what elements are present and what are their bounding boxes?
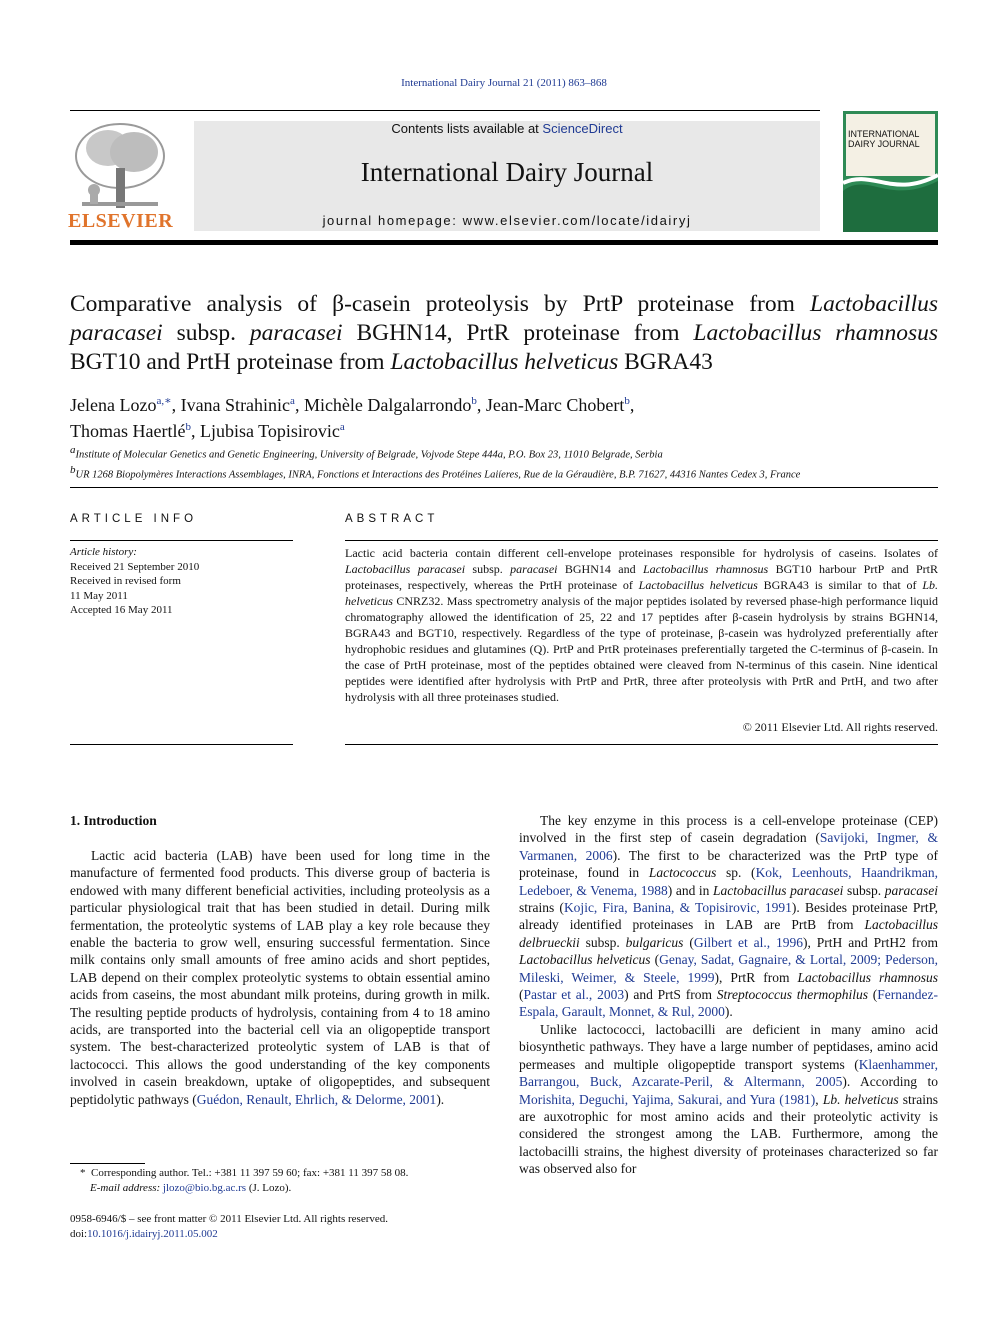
citation-link[interactable]: Pastar et al., 2003 <box>523 987 625 1003</box>
author-affiliation-mark[interactable]: b <box>624 395 630 407</box>
history-line: Received in revised form <box>70 575 181 587</box>
abstract-divider-bottom <box>345 744 938 745</box>
author-affiliation-mark[interactable]: a,∗ <box>156 395 172 407</box>
italic-term: Lb. helveticus <box>822 1091 899 1107</box>
history-line: Accepted 16 May 2011 <box>70 604 173 616</box>
title-species-name: Lactobacillus rhamnosus <box>693 320 938 346</box>
section-heading-introduction: 1. Introduction <box>70 813 157 828</box>
contents-prefix: Contents lists available at <box>391 121 543 136</box>
abstract-species-name: Lactobacillus rhamnosus <box>643 562 769 576</box>
journal-homepage[interactable]: journal homepage: www.elsevier.com/locate/idairyj <box>322 213 692 228</box>
journal-cover-image <box>843 111 938 232</box>
author-affiliation-mark[interactable]: a <box>339 421 345 433</box>
abstract-species-name: Lb. helveticus <box>345 578 939 608</box>
text-run: sp. ( <box>716 865 756 881</box>
citation-link[interactable]: Fernandez-Espala, Garault, Monnet, & Rul, 2000 <box>519 987 938 1020</box>
text-run: ( <box>650 952 660 968</box>
italic-term: bulgaricus <box>625 934 684 950</box>
article-history <box>70 545 293 618</box>
abstract-species-name: paracasei <box>510 562 558 576</box>
abstract-divider-top <box>345 540 938 541</box>
abstract-text <box>345 545 938 705</box>
text-run: ). <box>724 1004 733 1020</box>
email-suffix: (J. Lozo). <box>246 1182 292 1194</box>
email-label: E-mail address: <box>90 1182 161 1194</box>
author-affiliation-mark[interactable]: b <box>185 421 191 433</box>
corresponding-author-text: Corresponding author. Tel.: +381 11 397 59 60; fax: +381 11 397 58 08. <box>91 1167 409 1179</box>
abstract-species-name: Lactobacillus helveticus <box>638 578 758 592</box>
contents-line <box>194 121 820 136</box>
title-divider <box>70 487 938 488</box>
text-run: subsp. <box>579 934 626 950</box>
paragraph <box>519 812 938 1021</box>
header-thick-divider <box>70 240 938 245</box>
text-run: , <box>815 1091 823 1107</box>
abstract-heading: ABSTRACT <box>345 513 439 525</box>
citation-link[interactable]: Klaenhammer, Barrangou, Buck, Azcarate-Peril, & Altermann, 2005 <box>519 1056 938 1090</box>
title-species-name: Lactobacillus helveticus <box>390 349 619 375</box>
doi-label: doi: <box>70 1228 88 1240</box>
text-run: subsp. <box>843 882 885 898</box>
article-info-divider-bottom <box>70 744 293 745</box>
author-separator: , <box>294 395 304 415</box>
italic-term: Streptococcus thermophilus <box>716 987 868 1003</box>
author-separator: , <box>190 421 200 441</box>
text-run: ), PrtR from <box>714 969 798 985</box>
text-run: Unlike lactococci, lactobacilli are deficient in many amino acid biosynthetic pathways. They have a large number of peptidases, amino acid permeases and multiple oligopeptide transport systems ( <box>519 1021 938 1072</box>
citation-link[interactable]: Morishita, Deguchi, Yajima, Sakurai, and Yura (1981) <box>519 1091 816 1107</box>
sciencedirect-link[interactable]: ScienceDirect <box>542 121 623 136</box>
affiliation-mark: a <box>70 444 76 456</box>
author-list <box>70 390 938 442</box>
abstract-text-run: subsp. <box>465 562 511 576</box>
affiliation-text: Institute of Molecular Genetics and Genetic Engineering, University of Belgrade, Vojvode Stepe 444a, P.O. Box 23, 11010 Belgrade, Serbia <box>75 449 663 461</box>
text-run: ). <box>436 1091 445 1107</box>
body-column-left <box>70 847 490 1108</box>
text-run: ) and in <box>667 882 714 898</box>
title-text: Comparative analysis of β-casein proteolysis by PrtP proteinase from <box>70 291 811 317</box>
article-info-heading: ARTICLE INFO <box>70 513 198 525</box>
citation-link[interactable]: Savijoki, Ingmer, & Varmanen, 2006 <box>519 830 938 863</box>
italic-term: Lactobacillus delbrueckii <box>519 917 938 950</box>
italic-term: Lactobacillus helveticus <box>519 952 651 968</box>
text-run: ), PrtH and PrtH2 from <box>803 934 938 950</box>
title-text: BGHN14, PrtR proteinase from <box>342 320 694 346</box>
affiliation-item <box>70 443 950 463</box>
author-separator: , <box>171 395 181 415</box>
abstract-text-run: Lactic acid bacteria contain different cell-envelope proteinases responsible for hydrolysis of caseins. Isolates of <box>345 546 938 560</box>
text-run: Lactic acid bacteria (LAB) have been used for long time in the manufacture of fermented food products. This diverse group of bacteria is endowed with many different beneficial activities, including proteolysis as a particular physiological trait that has been studied in detail. During milk fermentation, the proteolytic systems of LAB play a key role because they enable the bacteria to grow well, ensuring successful fermentation. Since milk contains only small amounts of free amino acids and short peptides, LAB depend on their complex proteolytic systems to obtain essential amino acids from caseins, the most abundant milk proteins, during growth in milk. The resulting peptide products of hydrolysis, containing from 4 to 18 amino acids, are transported into the bacterial cell via an oligopeptide transport system. The best-characterized proteolytic system of LAB is that of lactococci. This allows the good understanding of the key components involved in casein breakdown, uptake of oligopeptides, and subsequent peptidolytic pathways ( <box>70 848 490 1107</box>
front-matter <box>70 1212 490 1242</box>
text-run: The key enzyme in this process is a cell-envelope proteinase (CEP) involved in the first step of casein degradation ( <box>519 813 938 846</box>
author-separator: , <box>476 395 486 415</box>
author-affiliation-mark[interactable]: a <box>290 395 295 407</box>
text-run: ). Besides proteinase PrtP, already identified proteinases in LAB are PrtB from <box>519 900 938 933</box>
affiliations <box>70 443 950 482</box>
citation-link[interactable]: Kojic, Fira, Banina, & Topisirovic, 1991 <box>563 900 792 916</box>
cover-title: INTERNATIONAL DAIRY JOURNAL <box>848 129 920 149</box>
history-line: Received 21 September 2010 <box>70 560 200 573</box>
italic-term: Lactococcus <box>648 865 717 881</box>
affiliation-mark: b <box>70 463 76 476</box>
author-name[interactable]: Jean-Marc Chobert <box>485 395 625 415</box>
abstract-text-run: BGT10 harbour PrtP and PrtR proteinases, respectively, whereas the PrtH proteinase of <box>345 562 939 592</box>
text-run: strains are auxotrophic for most amino acids and their proteolytic activity is considered the strongest among the LAB. Furthermore, among the lactobacilli strains, the highest diversity of proteinases characterized so far was observed also for <box>519 1091 939 1177</box>
title-text: subsp. <box>162 320 250 346</box>
author-name[interactable]: Thomas Haertlé <box>70 421 186 441</box>
text-run: ( <box>683 934 694 950</box>
footnote-star: * <box>80 1167 86 1179</box>
author-separator: , <box>629 395 635 415</box>
affiliation-text: UR 1268 Biopolymères Interactions Assemblages, INRA, Fonctions et Interactions des Protéines Laiíeres, Rue de la Géraudière, B.P. 71627, 44316 Nantes Cedex 3, France <box>75 469 801 480</box>
author-name[interactable]: Michèle Dalgalarrondo <box>303 395 472 415</box>
issn-line: 0958-6946/$ – see front matter © 2011 Elsevier Ltd. All rights reserved. <box>70 1213 389 1225</box>
text-run: ). According to <box>842 1074 938 1090</box>
footnote-divider <box>70 1163 145 1164</box>
italic-term: Lactobacillus rhamnosus <box>797 969 938 985</box>
text-run: ) and PrtS from <box>624 987 717 1003</box>
email-link[interactable]: jlozo@bio.bg.ac.rs <box>162 1182 247 1194</box>
title-species-name: paracasei <box>249 320 343 346</box>
author-name[interactable]: Ivana Strahinic <box>180 395 291 415</box>
abstract-species-name: Lactobacillus paracasei <box>345 562 466 576</box>
text-run: ). The first to be characterized was the PrtP type of proteinase, found in <box>519 847 939 881</box>
affiliation-item <box>70 463 950 483</box>
title-text: BGRA43 <box>618 349 713 375</box>
text-run: ( <box>519 987 524 1003</box>
title-species-name: Lactobacillus paracasei <box>70 291 938 346</box>
paragraph <box>519 1021 938 1178</box>
elsevier-wordmark: ELSEVIER <box>68 210 174 232</box>
abstract-text-run: BGHN14 and <box>557 562 643 576</box>
abstract-text-run: BGRA43 is similar to that of <box>757 578 923 592</box>
text-run: strains ( <box>519 900 564 916</box>
abstract-text-run: CNRZ32. Mass spectrometry analysis of the major peptides isolated by reversed phase-high performance liquid chromatography allowed the identification of 25, 22 and 17 peptides after β-casein hydrolysis by strains BGHN14, BGRA43 and BGT10, respectively. Regardless of the type of proteinase, β-casein was hydrolyzed preferentially after hydrophobic residues and glutamines (Q). PrtP and PrtR proteinases preferentially targeted the C-terminus of β-casein. In the case of PrtH proteinase, most of the peptides obtained were cleaved from N-terminus of this casein. Nine identical peptides were identified after hydrolysis with PrtP and PrtR, three after proteolysis with PrtR and PrtH, and two after hydrolysis with all three proteinases studied. <box>345 594 938 704</box>
citation-link[interactable]: Genay, Sadat, Gagnaire, & Lortal, 2009; Pederson, Mileski, Weimer, & Steele, 1999 <box>519 952 938 985</box>
abstract-copyright: © 2011 Elsevier Ltd. All rights reserved. <box>742 720 938 734</box>
journal-citation[interactable]: International Dairy Journal 21 (2011) 863–868 <box>401 77 607 89</box>
title-text: BGT10 and PrtH proteinase from <box>70 349 391 375</box>
header-divider <box>70 110 820 111</box>
corresponding-footnote <box>70 1166 490 1196</box>
author-name[interactable]: Jelena Lozo <box>70 395 157 415</box>
history-label: Article history: <box>70 546 137 558</box>
citation-link[interactable]: Guédon, Renault, Ehrlich, & Delorme, 2001 <box>196 1091 437 1107</box>
italic-term: paracasei <box>884 882 938 898</box>
doi-link[interactable]: 10.1016/j.idairyj.2011.05.002 <box>87 1228 218 1240</box>
citation-link[interactable]: Kok, Leenhouts, Haandrikman, Ledeboer, & Venema, 1988 <box>519 865 938 898</box>
journal-title: International Dairy Journal <box>360 157 654 187</box>
italic-term: Lactobacillus paracasei <box>713 882 844 898</box>
article-info-divider-top <box>70 540 293 541</box>
text-run: ( <box>868 987 878 1003</box>
author-name[interactable]: Ljubisa Topisirovic <box>199 421 340 441</box>
author-affiliation-mark[interactable]: b <box>471 395 477 407</box>
body-column-right <box>519 812 938 1178</box>
article-title <box>70 290 938 377</box>
paragraph <box>70 847 490 1108</box>
history-line: 11 May 2011 <box>70 589 128 602</box>
citation-link[interactable]: Gilbert et al., 1996 <box>693 934 804 950</box>
